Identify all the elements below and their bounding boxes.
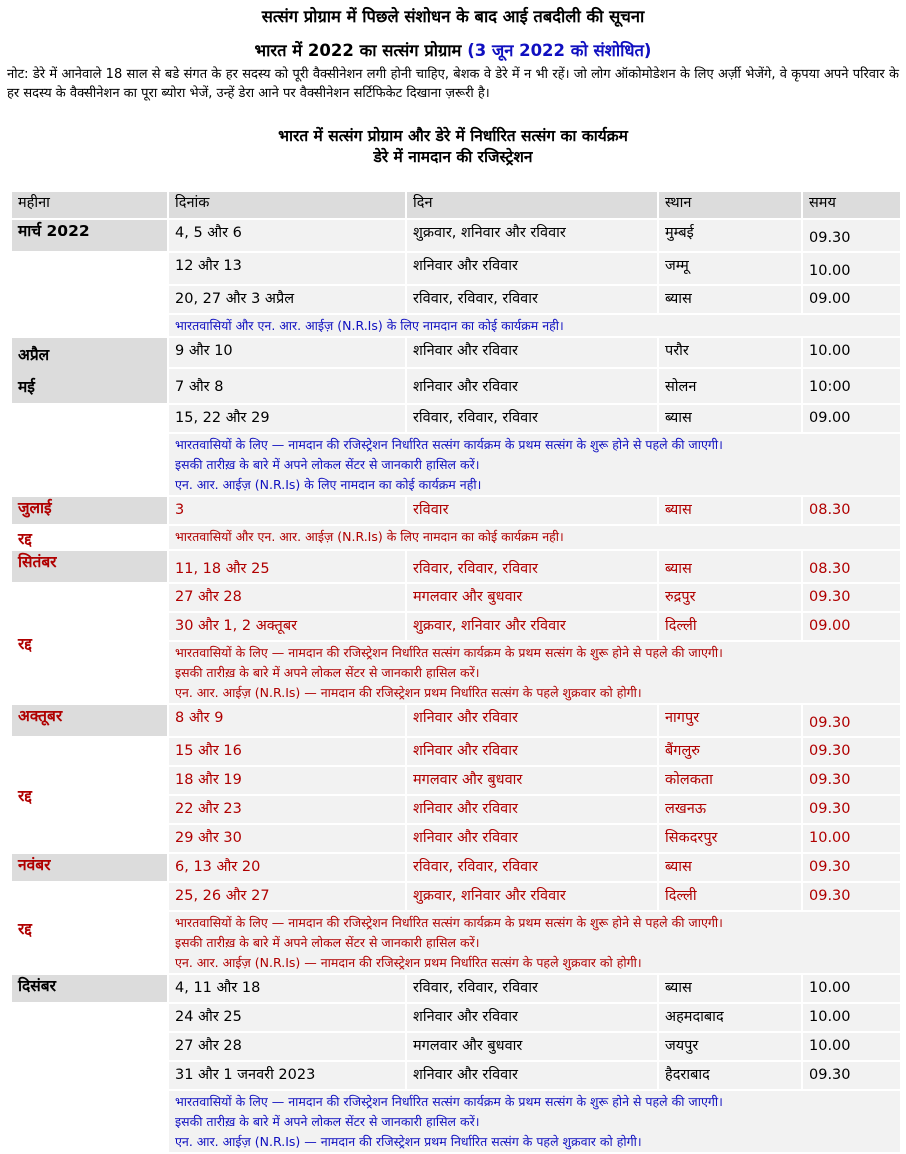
cancelled-label: रद्द [12,738,167,852]
note-registration [169,912,900,973]
day-cell: शुक्रवार, शनिवार और रविवार [407,883,657,910]
month-blank [12,405,167,495]
date-cell: 27 और 28 [169,1033,405,1060]
time-cell: 09.30 [803,1062,900,1089]
month-nov: नवंबर [12,854,167,881]
table-row [12,405,900,432]
date-cell: 29 और 30 [169,825,405,852]
date-cell: 11, 18 और 25 [169,551,405,582]
month-blank [12,1004,167,1152]
month-april-may [12,338,167,403]
month-april: अप्रैल [18,346,50,364]
note-registration [169,434,900,495]
day-cell: शनिवार और रविवार [407,796,657,823]
place-cell: दिल्ली [659,613,801,640]
place-cell: ब्यास [659,975,801,1002]
header-month: महीना [12,192,167,218]
cancelled-label: रद्द [12,883,167,973]
date-cell: 3 [169,497,405,524]
place-cell: जम्मू [659,253,801,284]
place-cell: ब्यास [659,286,801,313]
cancelled-label: रद्द [18,530,32,548]
place-cell: जयपुर [659,1033,801,1060]
place-cell: ब्यास [659,854,801,881]
table-row [12,975,900,1002]
date-cell: 20, 27 और 3 अप्रैल [169,286,405,313]
program-subtitle [0,40,906,62]
day-cell: रविवार, रविवार, रविवार [407,975,657,1002]
header-place: स्थान [659,192,801,218]
place-cell: लखनऊ [659,796,801,823]
note-registration [169,642,900,703]
place-cell: नागपुर [659,705,801,736]
time-cell: 09.00 [803,405,900,432]
section-title-schedule: भारत में सत्संग प्रोग्राम और डेरे में निर्धारित सत्संग का कार्यक्रम [278,127,628,145]
place-cell: ब्यास [659,551,801,582]
date-cell: 6, 13 और 20 [169,854,405,881]
date-cell: 7 और 8 [169,369,405,403]
vaccination-note: नोट: डेरे में आनेवाले 18 साल से बडे संगत के हर सदस्य को पूरी वैक्सीनेशन लगी होनी चाहिए, बेशक वे डेरे में न भी रहें। जो लोग ऑकोमोडेशन के लिए अर्ज़ी भेजेंगे, वे कृपया अपने परिवार के हर सदस्य के वैक्सीनेशन का पूरा ब्योरा भेजें, उन्हें डेरा आने पर वैक्सीनेशन सर्टिफिकेट दिखाना ज़रूरी है। [7,67,899,101]
place-cell: ब्यास [659,405,801,432]
note-no-namdan: भारतवासियों और एन. आर. आईज़ (N.R.Is) के लिए नामदान का कोई कार्यक्रम नही। [169,526,900,549]
date-cell: 4, 5 और 6 [169,220,405,251]
time-cell: 09.30 [803,796,900,823]
place-cell: रुद्रपुर [659,584,801,611]
time-cell: 09.30 [803,883,900,910]
note-reg-line-3: एन. आर. आईज़ (N.R.Is) — नामदान की रजिस्ट्रेशन प्रथम निर्धारित सत्संग के पहले शुक्रवार को होगी। [175,1134,642,1149]
date-cell: 27 और 28 [169,584,405,611]
date-cell: 8 और 9 [169,705,405,736]
schedule-table [10,190,902,1154]
time-cell: 09.00 [803,286,900,313]
page-title: सत्संग प्रोग्राम में पिछले संशोधन के बाद आई तबदीली की सूचना [261,7,645,26]
date-cell: 9 और 10 [169,338,405,367]
note-reg-line-2: इसकी तारीख़ के बारे में अपने लोकल सेंटर से जानकारी हासिल करें। [175,665,480,680]
table-row [12,497,900,524]
header-time: समय [803,192,900,218]
time-cell: 09.30 [803,220,900,251]
time-cell: 08.30 [803,551,900,582]
date-cell: 22 और 23 [169,796,405,823]
month-blank [12,253,167,336]
note-reg-line-3: एन. आर. आईज़ (N.R.Is) के लिए नामदान का कोई कार्यक्रम नही। [175,477,482,492]
table-row [12,883,900,910]
day-cell: शनिवार और रविवार [407,738,657,765]
place-cell: दिल्ली [659,883,801,910]
place-cell: सिकदरपुर [659,825,801,852]
date-cell: 15, 22 और 29 [169,405,405,432]
table-row [12,253,900,284]
time-cell: 10:00 [803,369,900,403]
month-dec: दिसंबर [12,975,167,1002]
time-cell: 10.00 [803,338,900,367]
date-cell: 25, 26 और 27 [169,883,405,910]
month-march: मार्च 2022 [12,220,167,251]
date-cell: 18 और 19 [169,767,405,794]
place-cell: ब्यास [659,497,801,524]
place-cell: बैंगलुरु [659,738,801,765]
date-cell: 30 और 1, 2 अक्तूबर [169,613,405,640]
month-july: जुलाई [12,497,167,524]
month-sept: सितंबर [12,551,167,582]
header-date: दिनांक [169,192,405,218]
note-reg-line-2: इसकी तारीख़ के बारे में अपने लोकल सेंटर से जानकारी हासिल करें। [175,935,480,950]
header-day: दिन [407,192,657,218]
day-cell: शनिवार और रविवार [407,1062,657,1089]
table-row [12,220,900,251]
section-title-registration: डेरे में नामदान की रजिस्ट्रेशन [373,148,533,166]
day-cell: शनिवार और रविवार [407,825,657,852]
date-cell: 4, 11 और 18 [169,975,405,1002]
note-reg-line-1: भारतवासियों के लिए — नामदान की रजिस्ट्रेशन निर्धारित सत्संग कार्यक्रम के प्रथम सत्संग के शुरू होने से पहले की जाएगी। [175,1094,723,1109]
table-row [12,551,900,582]
time-cell: 09.30 [803,584,900,611]
place-cell: अहमदाबाद [659,1004,801,1031]
day-cell: मगलवार और बुधवार [407,1033,657,1060]
place-cell: कोलकता [659,767,801,794]
cancelled-label: रद्द [12,584,167,703]
day-cell: रविवार, रविवार, रविवार [407,551,657,582]
day-cell: शनिवार और रविवार [407,369,657,403]
day-cell: शनिवार और रविवार [407,705,657,736]
day-cell: रविवार, रविवार, रविवार [407,854,657,881]
note-reg-line-3: एन. आर. आईज़ (N.R.Is) — नामदान की रजिस्ट्रेशन प्रथम निर्धारित सत्संग के पहले शुक्रवार को होगी। [175,685,642,700]
place-cell: परौर [659,338,801,367]
time-cell: 10.00 [803,1004,900,1031]
day-cell: रविवार, रविवार, रविवार [407,286,657,313]
table-row [12,1004,900,1031]
table-header-row [12,192,900,218]
month-may: मई [18,378,35,396]
time-cell: 09.30 [803,767,900,794]
day-cell: मगलवार और बुधवार [407,767,657,794]
time-cell: 08.30 [803,497,900,524]
time-cell: 09.30 [803,738,900,765]
table-row [12,738,900,765]
date-cell: 15 और 16 [169,738,405,765]
place-cell: सोलन [659,369,801,403]
date-cell: 31 और 1 जनवरी 2023 [169,1062,405,1089]
note-reg-line-3: एन. आर. आईज़ (N.R.Is) — नामदान की रजिस्ट्रेशन प्रथम निर्धारित सत्संग के पहले शुक्रवार को होगी। [175,955,642,970]
table-row [12,854,900,881]
time-cell: 09.00 [803,613,900,640]
table-row [12,584,900,611]
subtitle-main: भारत में 2022 का सत्संग प्रोग्राम [254,41,462,60]
day-cell: रविवार [407,497,657,524]
time-cell: 10.00 [803,253,900,284]
table-row [12,338,900,367]
date-cell: 12 और 13 [169,253,405,284]
day-cell: मगलवार और बुधवार [407,584,657,611]
note-registration [169,1091,900,1152]
day-cell: शनिवार और रविवार [407,1004,657,1031]
note-reg-line-2: इसकी तारीख़ के बारे में अपने लोकल सेंटर से जानकारी हासिल करें। [175,457,480,472]
time-cell: 10.00 [803,1033,900,1060]
time-cell: 09.30 [803,854,900,881]
place-cell: मुम्बई [659,220,801,251]
day-cell: शनिवार और रविवार [407,338,657,367]
note-reg-line-1: भारतवासियों के लिए — नामदान की रजिस्ट्रेशन निर्धारित सत्संग कार्यक्रम के प्रथम सत्संग के शुरू होने से पहले की जाएगी। [175,645,723,660]
table-note-row [12,526,900,549]
time-cell: 10.00 [803,825,900,852]
day-cell: शुक्रवार, शनिवार और रविवार [407,613,657,640]
note-no-namdan: भारतवासियों और एन. आर. आईज़ (N.R.Is) के लिए नामदान का कोई कार्यक्रम नही। [169,315,900,336]
month-oct: अक्तूबर [12,705,167,736]
date-cell: 24 और 25 [169,1004,405,1031]
place-cell: हैदराबाद [659,1062,801,1089]
day-cell: रविवार, रविवार, रविवार [407,405,657,432]
note-reg-line-2: इसकी तारीख़ के बारे में अपने लोकल सेंटर से जानकारी हासिल करें। [175,1114,480,1129]
note-reg-line-1: भारतवासियों के लिए — नामदान की रजिस्ट्रेशन निर्धारित सत्संग कार्यक्रम के प्रथम सत्संग के शुरू होने से पहले की जाएगी। [175,915,723,930]
time-cell: 10.00 [803,975,900,1002]
table-row [12,705,900,736]
day-cell: शुक्रवार, शनिवार और रविवार [407,220,657,251]
time-cell: 09.30 [803,705,900,736]
subtitle-revised: (3 जून 2022 को संशोधित) [467,41,652,60]
day-cell: शनिवार और रविवार [407,253,657,284]
note-reg-line-1: भारतवासियों के लिए — नामदान की रजिस्ट्रेशन निर्धारित सत्संग कार्यक्रम के प्रथम सत्संग के शुरू होने से पहले की जाएगी। [175,437,723,452]
